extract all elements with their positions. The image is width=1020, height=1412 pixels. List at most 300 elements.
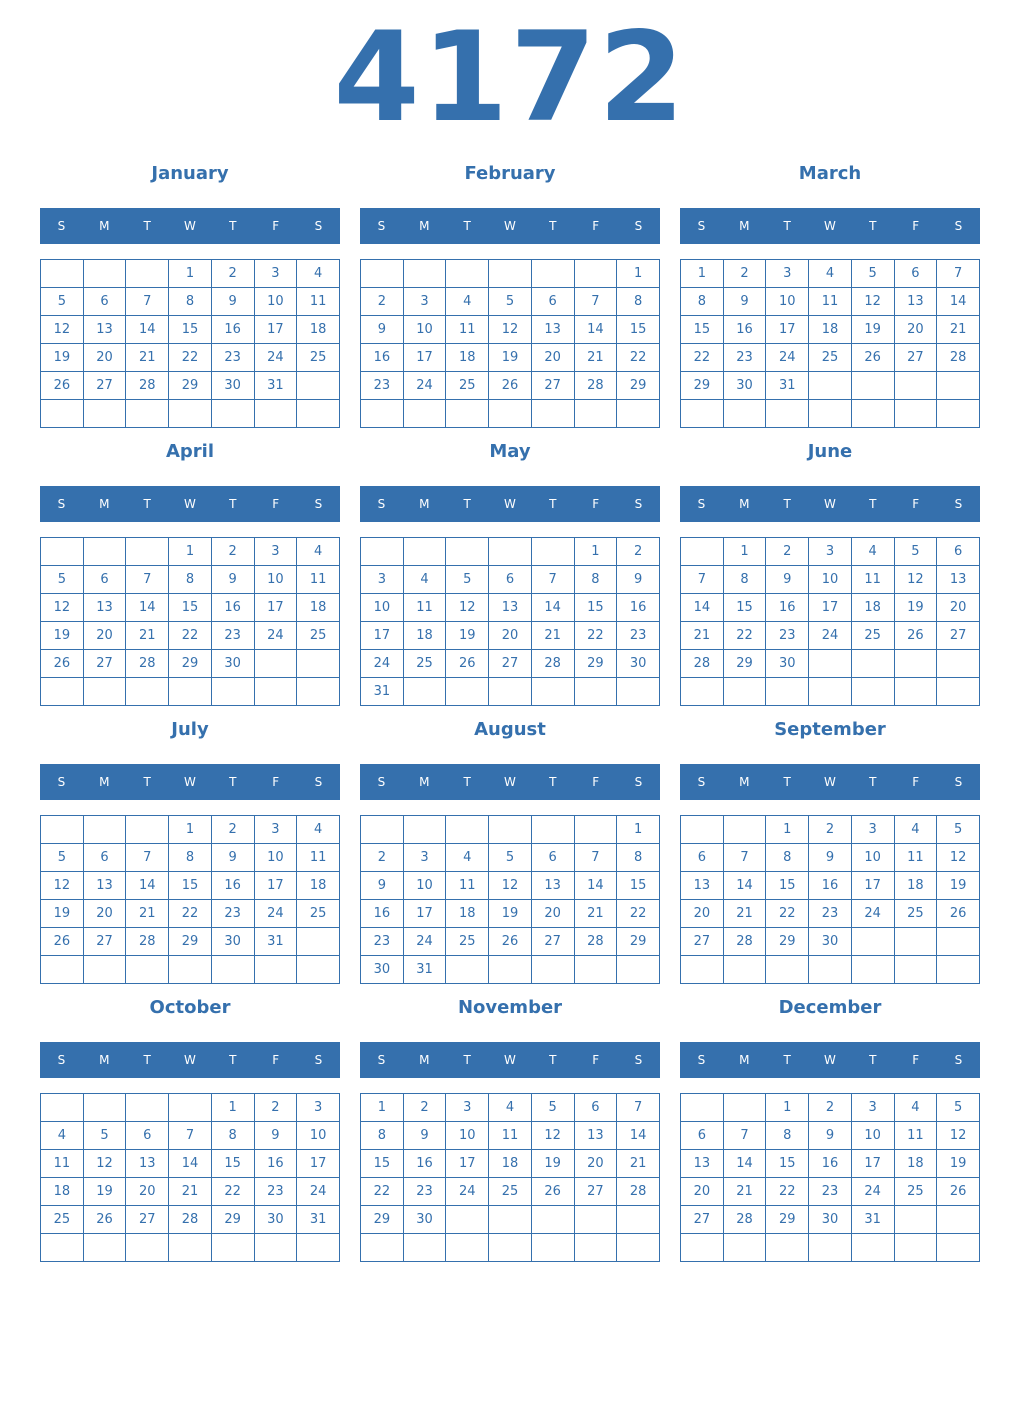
day-cell	[169, 678, 212, 706]
day-cell: 30	[254, 1206, 297, 1234]
day-cell	[297, 956, 340, 984]
week-row	[361, 622, 660, 650]
day-cell: 15	[766, 872, 809, 900]
day-cell: 13	[681, 872, 724, 900]
day-cell: 18	[809, 316, 852, 344]
week-row	[361, 844, 660, 872]
day-cell	[297, 650, 340, 678]
day-cell: 24	[851, 1178, 894, 1206]
day-cell: 13	[681, 1150, 724, 1178]
day-cell: 20	[574, 1150, 617, 1178]
day-cell: 15	[574, 594, 617, 622]
day-cell: 2	[361, 288, 404, 316]
day-cell	[681, 678, 724, 706]
day-cell: 14	[574, 316, 617, 344]
day-cell: 17	[403, 344, 446, 372]
week-row	[361, 650, 660, 678]
day-cell: 8	[169, 844, 212, 872]
week-row	[41, 400, 340, 428]
day-cell	[126, 956, 169, 984]
day-cell: 4	[446, 288, 489, 316]
day-cell	[446, 678, 489, 706]
week-row	[681, 1122, 980, 1150]
weekday-label: W	[184, 1053, 196, 1067]
day-cell: 30	[211, 650, 254, 678]
weekday-label: S	[57, 219, 66, 233]
day-cell: 1	[574, 538, 617, 566]
week-row	[681, 1206, 980, 1234]
day-cell	[531, 400, 574, 428]
day-cell: 5	[894, 538, 937, 566]
day-cell: 28	[617, 1178, 660, 1206]
day-cell: 6	[531, 844, 574, 872]
day-cell: 24	[254, 344, 297, 372]
week-row	[681, 316, 980, 344]
day-cell: 19	[937, 872, 980, 900]
day-cell: 13	[894, 288, 937, 316]
day-cell	[851, 956, 894, 984]
day-cell: 26	[531, 1178, 574, 1206]
day-cell: 9	[254, 1122, 297, 1150]
day-cell: 29	[766, 928, 809, 956]
day-cell: 27	[83, 928, 126, 956]
day-cell	[126, 678, 169, 706]
day-cell: 16	[211, 872, 254, 900]
day-cell: 2	[809, 1094, 852, 1122]
day-cell	[361, 260, 404, 288]
weekday-label: T	[143, 775, 151, 789]
day-cell: 4	[489, 1094, 532, 1122]
weekday-label: M	[419, 1053, 430, 1067]
weekday-label: S	[634, 497, 643, 511]
weekday-label: T	[783, 497, 791, 511]
weekday-label: S	[954, 219, 963, 233]
week-row	[361, 956, 660, 984]
day-cell: 19	[41, 900, 84, 928]
day-cell: 2	[254, 1094, 297, 1122]
weekday-label: T	[869, 497, 877, 511]
day-cell: 16	[723, 316, 766, 344]
day-cell: 22	[617, 344, 660, 372]
day-cell: 16	[361, 344, 404, 372]
day-cell: 2	[403, 1094, 446, 1122]
day-cell	[681, 400, 724, 428]
day-cell: 12	[41, 316, 84, 344]
day-cell: 10	[254, 566, 297, 594]
day-cell: 14	[531, 594, 574, 622]
weekday-header	[40, 208, 340, 244]
day-cell: 25	[41, 1206, 84, 1234]
day-cell: 6	[574, 1094, 617, 1122]
day-cell: 25	[297, 344, 340, 372]
week-row	[681, 344, 980, 372]
day-cell: 5	[41, 566, 84, 594]
day-cell: 15	[169, 872, 212, 900]
day-cell	[574, 400, 617, 428]
day-cell: 25	[403, 650, 446, 678]
month-title: November	[457, 997, 563, 1018]
weekday-label: F	[592, 219, 600, 233]
day-cell	[681, 1094, 724, 1122]
week-row	[361, 1206, 660, 1234]
day-cell	[937, 650, 980, 678]
weekday-header	[360, 764, 660, 800]
day-cell: 2	[361, 844, 404, 872]
day-cell: 12	[894, 566, 937, 594]
day-cell: 17	[254, 872, 297, 900]
day-cell: 9	[211, 288, 254, 316]
day-cell: 7	[723, 1122, 766, 1150]
day-cell: 21	[681, 622, 724, 650]
weekday-header	[680, 208, 980, 244]
day-cell: 30	[766, 650, 809, 678]
weekday-header	[680, 764, 980, 800]
day-cell: 20	[489, 622, 532, 650]
week-row	[41, 372, 340, 400]
day-cell: 9	[766, 566, 809, 594]
day-cell: 7	[169, 1122, 212, 1150]
day-cell: 3	[297, 1094, 340, 1122]
week-row	[681, 956, 980, 984]
day-grid	[40, 259, 340, 428]
day-cell	[403, 260, 446, 288]
day-cell: 19	[489, 900, 532, 928]
weekday-label: T	[463, 219, 471, 233]
day-cell: 20	[894, 316, 937, 344]
day-cell: 27	[894, 344, 937, 372]
day-cell	[937, 372, 980, 400]
weekday-label: T	[783, 775, 791, 789]
day-cell: 3	[766, 260, 809, 288]
weekday-label: T	[869, 1053, 877, 1067]
day-cell: 24	[361, 650, 404, 678]
day-cell: 14	[126, 316, 169, 344]
day-cell	[851, 372, 894, 400]
day-cell: 25	[446, 372, 489, 400]
day-cell: 2	[617, 538, 660, 566]
day-cell	[41, 400, 84, 428]
week-row	[361, 288, 660, 316]
day-cell: 8	[361, 1122, 404, 1150]
day-cell: 20	[531, 900, 574, 928]
week-row	[41, 1150, 340, 1178]
day-cell	[126, 400, 169, 428]
weekday-label: W	[824, 497, 836, 511]
month-title: December	[778, 997, 882, 1018]
day-cell: 16	[403, 1150, 446, 1178]
weekday-label: F	[592, 775, 600, 789]
day-cell: 31	[851, 1206, 894, 1234]
day-cell: 12	[41, 594, 84, 622]
weekday-label: S	[314, 775, 323, 789]
day-cell: 27	[531, 372, 574, 400]
day-cell: 20	[126, 1178, 169, 1206]
weekday-label: S	[314, 1053, 323, 1067]
day-cell	[531, 678, 574, 706]
week-row	[681, 678, 980, 706]
day-cell: 18	[297, 594, 340, 622]
day-cell: 13	[574, 1122, 617, 1150]
week-row	[41, 1178, 340, 1206]
day-cell: 12	[937, 1122, 980, 1150]
day-cell	[766, 400, 809, 428]
day-cell: 29	[574, 650, 617, 678]
day-cell: 19	[489, 344, 532, 372]
weekday-label: S	[377, 1053, 386, 1067]
day-cell	[169, 1234, 212, 1262]
day-cell: 22	[617, 900, 660, 928]
day-cell: 28	[574, 372, 617, 400]
day-cell	[446, 400, 489, 428]
day-cell: 25	[809, 344, 852, 372]
week-row	[41, 928, 340, 956]
day-cell: 11	[446, 872, 489, 900]
day-cell: 7	[126, 566, 169, 594]
day-cell	[169, 956, 212, 984]
day-cell: 24	[403, 928, 446, 956]
month-title: February	[464, 163, 556, 184]
week-row	[361, 400, 660, 428]
day-cell: 28	[126, 928, 169, 956]
day-cell: 29	[617, 928, 660, 956]
day-cell: 26	[937, 900, 980, 928]
day-cell: 18	[489, 1150, 532, 1178]
day-cell: 28	[681, 650, 724, 678]
day-cell	[254, 400, 297, 428]
day-cell: 20	[83, 900, 126, 928]
day-cell: 6	[83, 566, 126, 594]
day-cell: 28	[574, 928, 617, 956]
day-cell	[937, 928, 980, 956]
day-cell: 1	[766, 816, 809, 844]
day-cell: 12	[531, 1122, 574, 1150]
day-cell: 13	[531, 872, 574, 900]
day-cell: 14	[574, 872, 617, 900]
week-row	[41, 1122, 340, 1150]
day-cell: 20	[681, 900, 724, 928]
day-cell: 17	[766, 316, 809, 344]
day-cell	[126, 538, 169, 566]
day-cell: 22	[169, 622, 212, 650]
day-cell: 15	[617, 316, 660, 344]
month-title: August	[474, 719, 546, 740]
day-cell	[489, 1206, 532, 1234]
weekday-label: M	[739, 219, 750, 233]
day-cell	[489, 538, 532, 566]
day-cell: 11	[41, 1150, 84, 1178]
day-cell: 5	[489, 844, 532, 872]
day-cell	[937, 678, 980, 706]
day-cell: 23	[361, 928, 404, 956]
week-row	[361, 316, 660, 344]
day-cell: 1	[617, 260, 660, 288]
day-cell: 22	[766, 1178, 809, 1206]
day-cell: 23	[254, 1178, 297, 1206]
weekday-label: F	[912, 1053, 920, 1067]
week-row	[681, 1234, 980, 1262]
day-cell	[83, 1234, 126, 1262]
day-cell	[851, 400, 894, 428]
month-title: July	[171, 719, 209, 740]
day-cell: 1	[169, 538, 212, 566]
day-cell	[254, 956, 297, 984]
day-cell	[531, 816, 574, 844]
week-row	[41, 316, 340, 344]
weekday-label: M	[99, 1053, 110, 1067]
day-cell	[126, 816, 169, 844]
day-cell	[489, 956, 532, 984]
day-cell: 2	[211, 538, 254, 566]
day-cell: 28	[723, 1206, 766, 1234]
day-cell: 21	[723, 1178, 766, 1206]
day-cell	[766, 956, 809, 984]
weekday-label: W	[824, 775, 836, 789]
day-cell	[809, 650, 852, 678]
weekday-label: W	[184, 497, 196, 511]
weekday-label: S	[954, 775, 963, 789]
week-row	[681, 538, 980, 566]
day-cell	[446, 816, 489, 844]
day-cell	[531, 260, 574, 288]
week-row	[41, 622, 340, 650]
day-cell	[809, 678, 852, 706]
day-cell: 3	[403, 288, 446, 316]
weekday-label: M	[99, 775, 110, 789]
day-cell: 23	[766, 622, 809, 650]
day-cell	[489, 260, 532, 288]
day-cell: 2	[211, 260, 254, 288]
day-cell: 14	[723, 872, 766, 900]
day-cell: 4	[851, 538, 894, 566]
day-cell: 3	[254, 538, 297, 566]
week-row	[681, 400, 980, 428]
day-grid	[40, 815, 340, 984]
day-cell: 2	[211, 816, 254, 844]
day-cell: 10	[254, 288, 297, 316]
week-row	[361, 1094, 660, 1122]
day-cell: 19	[446, 622, 489, 650]
day-cell: 30	[403, 1206, 446, 1234]
weekday-label: M	[419, 775, 430, 789]
day-cell: 31	[766, 372, 809, 400]
weekday-label: S	[377, 775, 386, 789]
day-cell: 4	[809, 260, 852, 288]
weekday-label: W	[824, 1053, 836, 1067]
day-cell: 7	[531, 566, 574, 594]
day-cell: 12	[83, 1150, 126, 1178]
day-grid	[40, 1093, 340, 1262]
day-cell: 27	[937, 622, 980, 650]
weekday-label: S	[954, 497, 963, 511]
day-cell: 17	[851, 872, 894, 900]
day-cell	[894, 1234, 937, 1262]
day-cell: 18	[297, 872, 340, 900]
day-cell	[617, 1234, 660, 1262]
day-cell	[403, 400, 446, 428]
day-cell: 26	[489, 372, 532, 400]
week-row	[41, 650, 340, 678]
day-cell: 19	[41, 344, 84, 372]
day-cell: 19	[937, 1150, 980, 1178]
day-cell: 5	[41, 288, 84, 316]
weekday-label: M	[99, 219, 110, 233]
weekday-label: M	[739, 1053, 750, 1067]
weekday-label: S	[57, 1053, 66, 1067]
day-cell: 13	[531, 316, 574, 344]
week-row	[681, 872, 980, 900]
day-cell	[617, 400, 660, 428]
week-row	[41, 872, 340, 900]
day-cell: 11	[894, 1122, 937, 1150]
day-cell: 3	[446, 1094, 489, 1122]
day-cell: 8	[617, 288, 660, 316]
day-cell: 10	[809, 566, 852, 594]
day-cell	[446, 1206, 489, 1234]
day-cell	[361, 400, 404, 428]
day-cell: 8	[681, 288, 724, 316]
day-cell: 26	[41, 928, 84, 956]
day-cell: 22	[361, 1178, 404, 1206]
day-cell: 2	[766, 538, 809, 566]
day-cell: 4	[297, 816, 340, 844]
day-cell: 25	[446, 928, 489, 956]
week-row	[361, 1178, 660, 1206]
day-cell: 30	[211, 928, 254, 956]
day-cell: 6	[937, 538, 980, 566]
day-cell: 27	[489, 650, 532, 678]
day-cell: 3	[254, 260, 297, 288]
day-cell	[723, 400, 766, 428]
day-cell: 4	[446, 844, 489, 872]
day-cell: 15	[361, 1150, 404, 1178]
day-cell: 25	[894, 1178, 937, 1206]
weekday-label: S	[634, 775, 643, 789]
day-cell: 12	[937, 844, 980, 872]
day-cell: 8	[617, 844, 660, 872]
weekday-label: T	[229, 497, 237, 511]
day-cell	[297, 372, 340, 400]
day-cell	[211, 678, 254, 706]
day-cell: 22	[681, 344, 724, 372]
day-cell	[723, 678, 766, 706]
weekday-label: F	[272, 497, 280, 511]
weekday-label: S	[634, 1053, 643, 1067]
day-cell: 27	[681, 928, 724, 956]
weekday-label: M	[739, 497, 750, 511]
day-cell: 13	[83, 594, 126, 622]
day-cell: 17	[297, 1150, 340, 1178]
day-cell	[531, 538, 574, 566]
day-cell: 13	[937, 566, 980, 594]
day-cell	[254, 650, 297, 678]
day-cell: 25	[894, 900, 937, 928]
week-row	[41, 678, 340, 706]
day-cell: 11	[894, 844, 937, 872]
weekday-label: M	[739, 775, 750, 789]
day-cell: 4	[403, 566, 446, 594]
day-cell: 22	[574, 622, 617, 650]
weekday-header	[360, 208, 660, 244]
day-cell	[531, 956, 574, 984]
day-cell: 1	[617, 816, 660, 844]
weekday-header	[360, 486, 660, 522]
day-cell: 7	[126, 288, 169, 316]
week-row	[361, 678, 660, 706]
week-row	[361, 566, 660, 594]
day-cell	[489, 678, 532, 706]
day-cell: 17	[254, 316, 297, 344]
day-cell: 11	[297, 288, 340, 316]
